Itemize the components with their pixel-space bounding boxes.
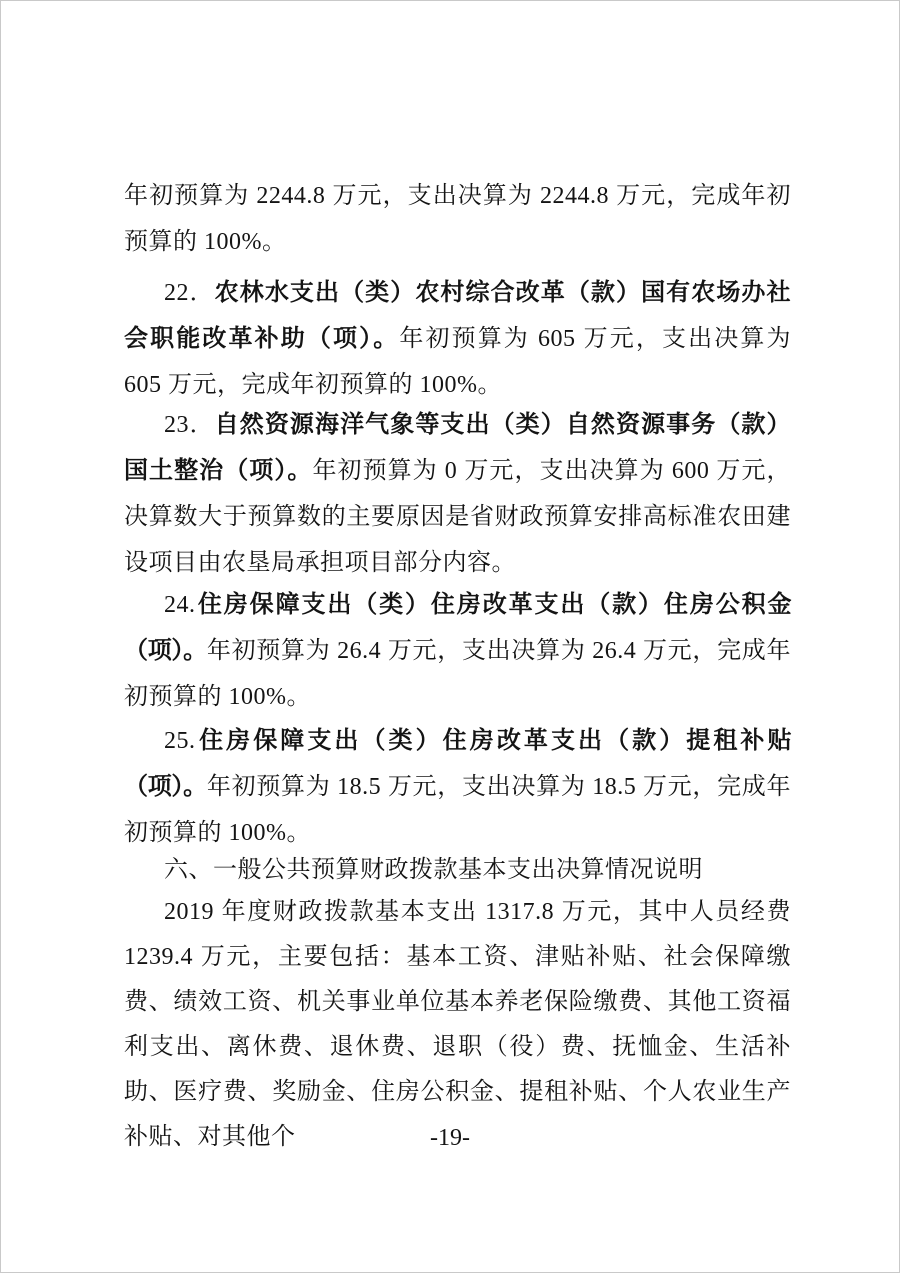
section-heading-text: 六、一般公共预算财政拨款基本支出决算情况说明 [164,857,703,883]
basic-expense-text: 2019 年度财政拨款基本支出 1317.8 万元，其中人员经费 1239.4 万元，主要包括：基本工资、津贴补贴、社会保障缴费、绩效工资、机关事业单位基本养老保险缴费、其他工资福利支出、离休费、退休费、退职（役）费、抚恤金、生活补助、医疗费、奖励金、住房公积金、提租补贴、个人农业生产补贴、对其他个 [124,899,791,1150]
item-25-heading: 住房保障支出（类）住房改革支出（款）提租补贴（项）。 [124,728,791,800]
item-25-number: 25. [164,728,196,754]
item-24-heading: 住房保障支出（类）住房改革支出（款）住房公积金（项）。 [124,592,791,664]
item-23-heading: 自然资源海洋气象等支出（类）自然资源事务（款）国土整治（项）。 [124,412,792,484]
item-24-body: 年初预算为 26.4 万元，支出决算为 26.4 万元，完成年初预算的 100%。 [124,638,792,710]
page-number: -19- [430,1125,470,1151]
item-22-number: 22． [164,280,215,306]
budget-item-23 [124,402,791,586]
section-heading-six [124,847,791,893]
item-22-body: 年初预算为 605 万元，支出决算为 605 万元，完成年初预算的 100%。 [124,326,792,398]
budget-item-25 [124,718,791,856]
item-23-body: 年初预算为 0 万元，支出决算为 600 万元，决算数大于预算数的主要原因是省财政预算安排高标准农田建设项目由农垦局承担项目部分内容。 [124,458,792,576]
budget-item-22 [124,270,791,408]
budget-item-24 [124,582,791,720]
item-23-number: 23． [164,412,215,438]
item-25-body: 年初预算为 18.5 万元，支出决算为 18.5 万元，完成年初预算的 100%。 [124,774,792,846]
continuation-text: 年初预算为 2244.8 万元，支出决算为 2244.8 万元，完成年初预算的 100%。 [124,183,791,255]
basic-expense-paragraph [124,890,791,1160]
paragraph-continuation [124,173,791,265]
item-22-heading: 农林水支出（类）农村综合改革（款）国有农场办社会职能改革补助（项）。 [124,280,792,352]
item-24-number: 24. [164,592,196,618]
